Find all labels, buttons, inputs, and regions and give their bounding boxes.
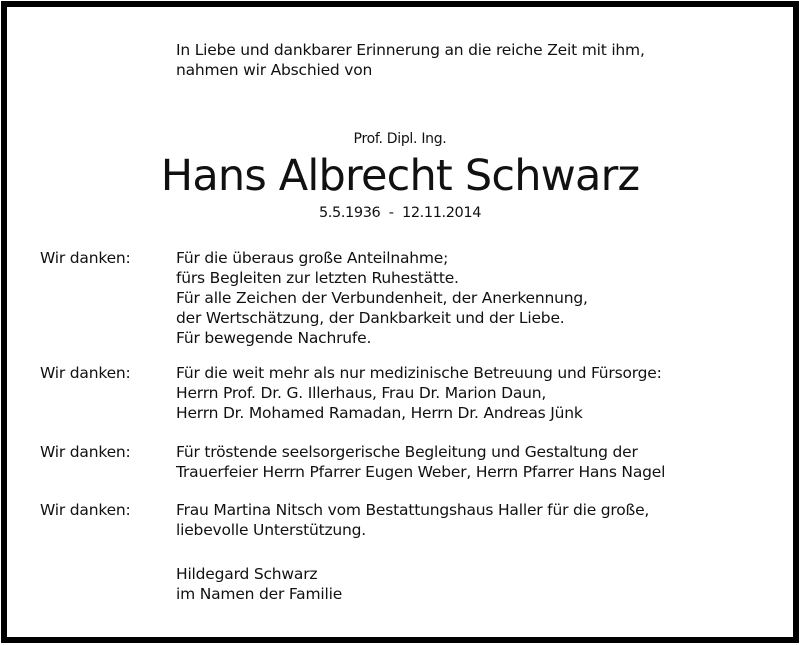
thanks-line: Für bewegende Nachrufe. xyxy=(176,329,372,347)
signature xyxy=(176,564,342,604)
thanks-line: Für tröstende seelsorgerische Begleitung und Gestaltung der xyxy=(176,443,638,461)
thanks-label: Wir danken: xyxy=(40,364,131,382)
thanks-label: Wir danken: xyxy=(40,443,131,461)
intro-text xyxy=(176,40,645,80)
thanks-line: liebevolle Unterstützung. xyxy=(176,521,367,539)
thanks-line: Herrn Prof. Dr. G. Illerhaus, Frau Dr. Marion Daun, xyxy=(176,384,547,402)
thanks-line: der Wertschätzung, der Dankbarkeit und der Liebe. xyxy=(176,309,565,327)
intro-line: nahmen wir Abschied von xyxy=(176,61,373,79)
thanks-label: Wir danken: xyxy=(40,501,131,519)
thanks-line: Für alle Zeichen der Verbundenheit, der Anerkennung, xyxy=(176,289,588,307)
signature-subline: im Namen der Familie xyxy=(176,585,343,603)
thanks-line: fürs Begleiten zur letzten Ruhestätte. xyxy=(176,269,459,287)
academic-title: Prof. Dipl. Ing. xyxy=(353,131,447,147)
life-dates: 5.5.1936 - 12.11.2014 xyxy=(318,205,482,221)
deceased-name: Hans Albrecht Schwarz xyxy=(160,151,640,201)
thanks-line: Trauerfeier Herrn Pfarrer Eugen Weber, Herrn Pfarrer Hans Nagel xyxy=(176,463,666,481)
intro-line: In Liebe und dankbarer Erinnerung an die reiche Zeit mit ihm, xyxy=(176,41,645,59)
thanks-line: Frau Martina Nitsch vom Bestattungshaus Haller für die große, xyxy=(176,501,650,519)
signature-name: Hildegard Schwarz xyxy=(176,565,318,583)
thanks-label: Wir danken: xyxy=(40,249,131,267)
thanks-line: Für die überaus große Anteilnahme; xyxy=(176,249,449,267)
thanks-line: Für die weit mehr als nur medizinische Betreuung und Fürsorge: xyxy=(176,364,662,382)
thanks-line: Herrn Dr. Mohamed Ramadan, Herrn Dr. Andreas Jünk xyxy=(176,404,583,422)
